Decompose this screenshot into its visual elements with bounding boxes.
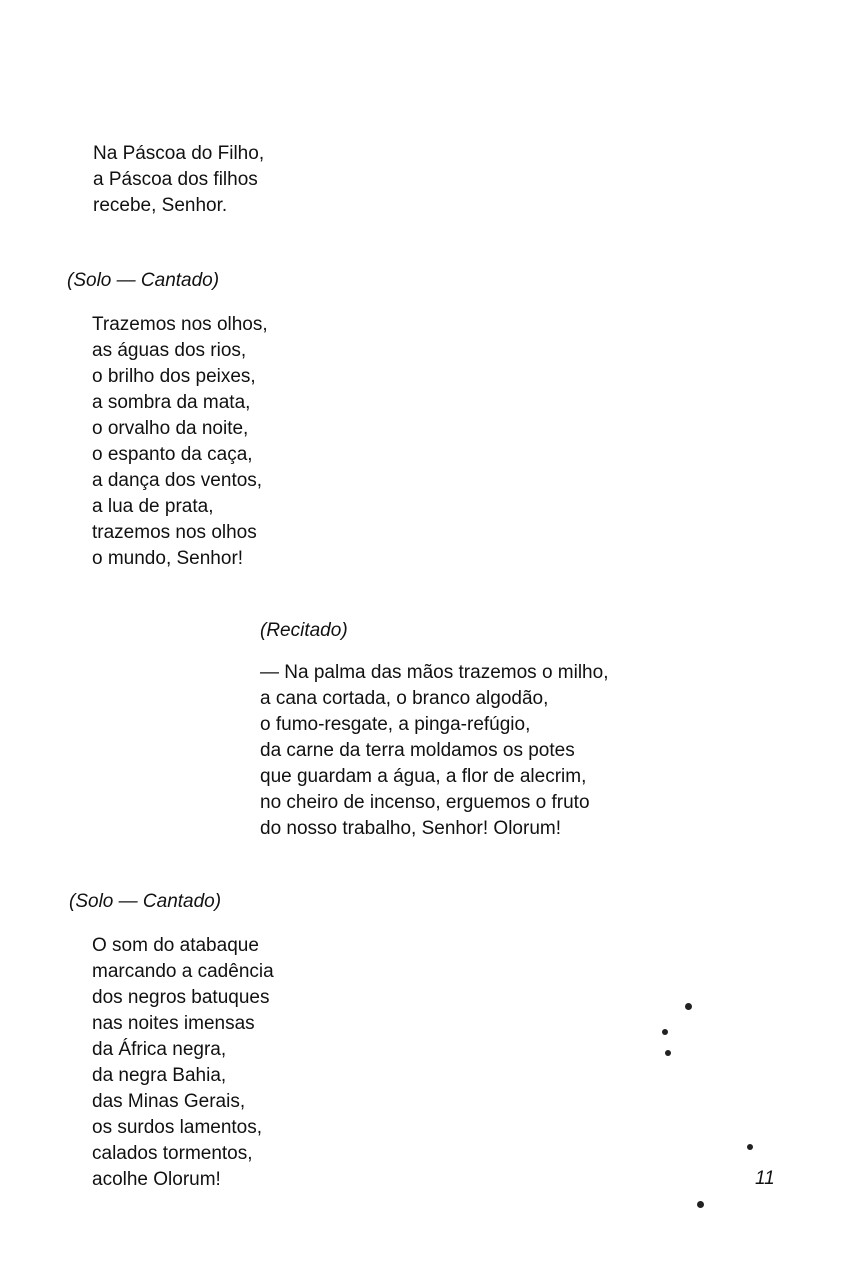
poem-line: que guardam a água, a flor de alecrim,: [260, 766, 587, 787]
poem-line: O som do atabaque: [92, 935, 259, 956]
poem-line: das Minas Gerais,: [92, 1091, 246, 1112]
poem-line: acolhe Olorum!: [92, 1169, 221, 1190]
poem-line: da carne da terra moldamos os potes: [260, 740, 575, 761]
page-number: 11: [755, 1168, 775, 1189]
poem-line: Trazemos nos olhos,: [92, 314, 268, 335]
stanza-opening: [93, 141, 264, 219]
section-heading-solo-cantado: (Solo — Cantado): [69, 891, 222, 912]
section-heading-recitado: (Recitado): [260, 620, 348, 641]
poem-line: o mundo, Senhor!: [92, 548, 244, 569]
poem-line: o fumo-resgate, a pinga-refúgio,: [260, 714, 531, 735]
poem-line: Na Páscoa do Filho,: [93, 143, 265, 164]
scan-speck: [747, 1144, 753, 1150]
poem-line: a dança dos ventos,: [92, 470, 263, 491]
scan-speck: [697, 1201, 704, 1208]
poem-line: recebe, Senhor.: [93, 195, 228, 216]
poem-line: o espanto da caça,: [92, 444, 253, 465]
stanza-solo-cantado-2: [92, 933, 274, 1193]
poem-line: os surdos lamentos,: [92, 1117, 263, 1138]
poem-line: no cheiro de incenso, erguemos o fruto: [260, 792, 590, 813]
poem-line: da África negra,: [92, 1039, 227, 1060]
section-heading-solo-cantado: (Solo — Cantado): [67, 270, 220, 291]
poem-line: as águas dos rios,: [92, 340, 247, 361]
stanza-solo-cantado-1: [92, 312, 268, 572]
poem-line: a lua de prata,: [92, 496, 214, 517]
poem-line: o brilho dos peixes,: [92, 366, 256, 387]
poem-line: nas noites imensas: [92, 1013, 255, 1034]
poem-line: a Páscoa dos filhos: [93, 169, 258, 190]
poem-line: a sombra da mata,: [92, 392, 251, 413]
scan-speck: [665, 1050, 671, 1056]
poem-line: marcando a cadência: [92, 961, 274, 982]
poem-line: do nosso trabalho, Senhor! Olorum!: [260, 818, 562, 839]
poem-line: — Na palma das mãos trazemos o milho,: [260, 662, 609, 683]
poem-line: calados tormentos,: [92, 1143, 253, 1164]
poem-line: dos negros batuques: [92, 987, 270, 1008]
poem-line: da negra Bahia,: [92, 1065, 227, 1086]
scan-speck: [662, 1029, 668, 1035]
poem-line: o orvalho da noite,: [92, 418, 249, 439]
stanza-recitado: [260, 660, 608, 842]
scan-speck: [685, 1003, 692, 1010]
poem-line: a cana cortada, o branco algodão,: [260, 688, 549, 709]
poem-line: trazemos nos olhos: [92, 522, 257, 543]
